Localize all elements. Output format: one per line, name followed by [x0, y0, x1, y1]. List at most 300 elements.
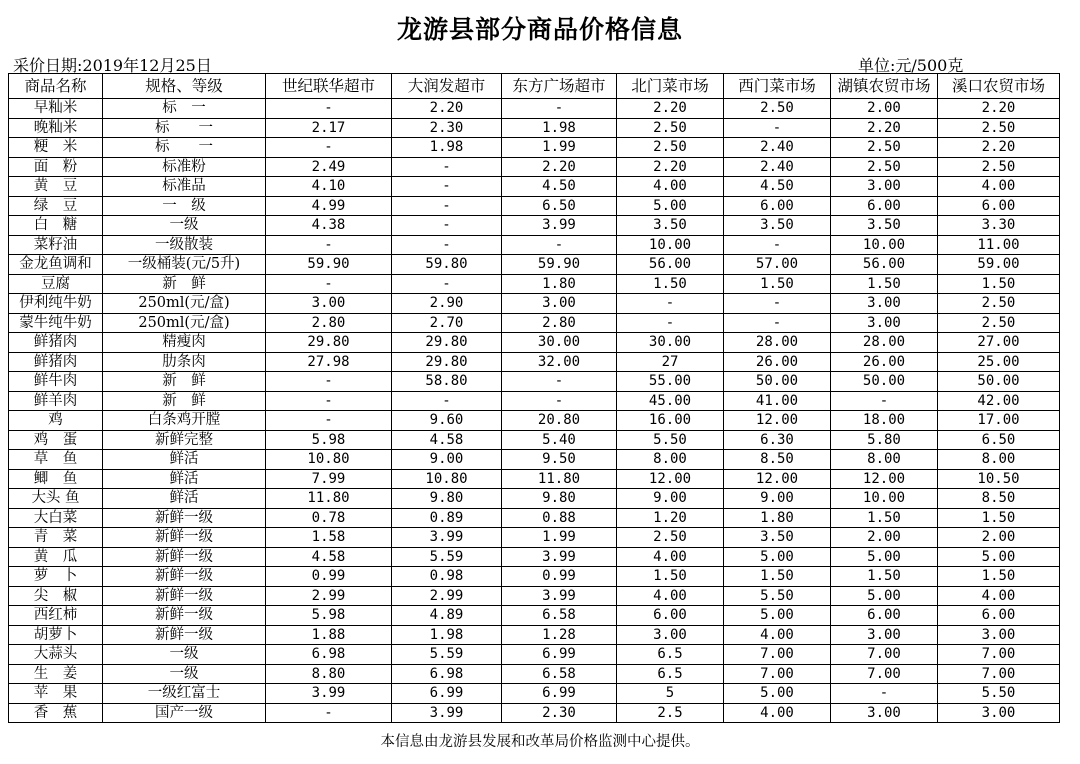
price-cell: 2.17 — [266, 118, 392, 138]
grade-cell: 新鲜一级 — [103, 567, 266, 587]
price-cell: 6.00 — [831, 196, 938, 216]
price-cell: 30.00 — [502, 333, 617, 353]
price-cell: 11.00 — [938, 235, 1060, 255]
table-row — [9, 411, 1060, 431]
price-cell: - — [266, 411, 392, 431]
price-cell: - — [266, 138, 392, 158]
grade-cell: 新 鲜 — [103, 391, 266, 411]
price-cell: 3.00 — [831, 294, 938, 314]
price-cell: 3.99 — [502, 586, 617, 606]
price-cell: 28.00 — [831, 333, 938, 353]
footer-note: 本信息由龙游县发展和改革局价格监测中心提供。 — [380, 734, 700, 750]
price-cell: 2.30 — [392, 118, 502, 138]
price-cell: 4.50 — [724, 177, 831, 197]
price-cell: 5.00 — [938, 547, 1060, 567]
price-cell: 59.90 — [266, 255, 392, 275]
table-row — [9, 118, 1060, 138]
price-cell: 6.58 — [502, 664, 617, 684]
product-name-cell: 生 姜 — [9, 664, 103, 684]
price-cell: 26.00 — [724, 352, 831, 372]
grade-cell: 新 鲜 — [103, 372, 266, 392]
price-cell: 12.00 — [831, 469, 938, 489]
product-name-cell: 胡萝卜 — [9, 625, 103, 645]
price-cell: 6.5 — [617, 645, 724, 665]
product-name-cell: 草 鱼 — [9, 450, 103, 470]
price-cell: 1.50 — [617, 567, 724, 587]
price-cell: - — [724, 313, 831, 333]
price-cell: 5.98 — [266, 606, 392, 626]
price-cell: 2.30 — [502, 703, 617, 723]
price-cell: 5.00 — [724, 684, 831, 704]
price-cell: 2.20 — [831, 118, 938, 138]
price-unit: 单位:元/500克 — [858, 56, 964, 75]
table-row — [9, 703, 1060, 723]
table-row — [9, 333, 1060, 353]
price-cell: - — [266, 235, 392, 255]
price-cell: 1.98 — [502, 118, 617, 138]
price-cell: 2.50 — [938, 294, 1060, 314]
table-row — [9, 508, 1060, 528]
price-cell: 18.00 — [831, 411, 938, 431]
price-cell: 2.70 — [392, 313, 502, 333]
price-cell: 1.50 — [724, 274, 831, 294]
price-cell: 20.80 — [502, 411, 617, 431]
price-cell: 1.50 — [938, 508, 1060, 528]
grade-cell: 250ml(元/盒) — [103, 294, 266, 314]
price-cell: - — [392, 196, 502, 216]
grade-cell: 一 级 — [103, 196, 266, 216]
product-name-cell: 蒙牛纯牛奶 — [9, 313, 103, 333]
price-cell: 5.00 — [724, 547, 831, 567]
price-cell: 3.00 — [831, 177, 938, 197]
price-cell: 42.00 — [938, 391, 1060, 411]
price-cell: 8.00 — [938, 450, 1060, 470]
price-cell: - — [392, 177, 502, 197]
price-cell: 3.00 — [938, 703, 1060, 723]
header-cell: 溪口农贸市场 — [938, 74, 1060, 99]
product-name-cell: 青 菜 — [9, 528, 103, 548]
price-cell: 6.5 — [617, 664, 724, 684]
price-cell: 3.99 — [502, 216, 617, 236]
price-cell: 1.50 — [831, 274, 938, 294]
grade-cell: 肋条肉 — [103, 352, 266, 372]
price-cell: 5.59 — [392, 547, 502, 567]
price-cell: 45.00 — [617, 391, 724, 411]
price-cell: 5.50 — [938, 684, 1060, 704]
price-cell: 2.20 — [502, 157, 617, 177]
price-cell: 4.00 — [938, 586, 1060, 606]
product-name-cell: 大头 鱼 — [9, 489, 103, 509]
product-name-cell: 绿 豆 — [9, 196, 103, 216]
table-row — [9, 177, 1060, 197]
product-name-cell: 鲜牛肉 — [9, 372, 103, 392]
price-cell: - — [392, 235, 502, 255]
price-cell: - — [266, 274, 392, 294]
product-name-cell: 尖 椒 — [9, 586, 103, 606]
table-row — [9, 684, 1060, 704]
grade-cell: 一级 — [103, 664, 266, 684]
price-cell: 5.00 — [831, 586, 938, 606]
price-cell: 1.99 — [502, 528, 617, 548]
price-cell: 2.00 — [938, 528, 1060, 548]
price-cell: 56.00 — [831, 255, 938, 275]
grade-cell: 一级 — [103, 645, 266, 665]
product-name-cell: 菜籽油 — [9, 235, 103, 255]
grade-cell: 标 一 — [103, 99, 266, 119]
price-cell: 0.89 — [392, 508, 502, 528]
price-cell: 1.80 — [724, 508, 831, 528]
price-cell: 12.00 — [724, 411, 831, 431]
product-name-cell: 鸡 蛋 — [9, 430, 103, 450]
price-cell: 5.00 — [724, 606, 831, 626]
product-name-cell: 白 糖 — [9, 216, 103, 236]
price-cell: 27.98 — [266, 352, 392, 372]
grade-cell: 标准品 — [103, 177, 266, 197]
table-row — [9, 645, 1060, 665]
price-cell: 56.00 — [617, 255, 724, 275]
price-cell: - — [502, 391, 617, 411]
grade-cell: 一级 — [103, 216, 266, 236]
product-name-cell: 鲜羊肉 — [9, 391, 103, 411]
price-cell: 1.28 — [502, 625, 617, 645]
price-cell: 7.99 — [266, 469, 392, 489]
price-cell: 5.00 — [617, 196, 724, 216]
price-cell: 5.80 — [831, 430, 938, 450]
price-cell: 3.99 — [266, 684, 392, 704]
price-cell: 6.58 — [502, 606, 617, 626]
price-cell: - — [502, 235, 617, 255]
header-cell: 商品名称 — [9, 74, 103, 99]
price-cell: 7.00 — [724, 645, 831, 665]
price-cell: 6.50 — [502, 196, 617, 216]
price-cell: 3.99 — [392, 528, 502, 548]
price-cell: 6.99 — [392, 684, 502, 704]
price-cell: 6.00 — [831, 606, 938, 626]
header-cell: 湖镇农贸市场 — [831, 74, 938, 99]
table-row — [9, 196, 1060, 216]
price-cell: 50.00 — [938, 372, 1060, 392]
price-cell: 59.80 — [392, 255, 502, 275]
table-row — [9, 274, 1060, 294]
price-cell: 5.50 — [617, 430, 724, 450]
price-cell: 1.50 — [617, 274, 724, 294]
price-cell: 3.50 — [617, 216, 724, 236]
price-cell: - — [266, 391, 392, 411]
price-cell: 6.00 — [724, 196, 831, 216]
price-cell: 3.00 — [831, 625, 938, 645]
price-cell: 58.80 — [392, 372, 502, 392]
price-cell: 16.00 — [617, 411, 724, 431]
price-cell: 10.80 — [392, 469, 502, 489]
grade-cell: 鲜活 — [103, 450, 266, 470]
price-cell: 2.50 — [617, 118, 724, 138]
header-cell: 东方广场超市 — [502, 74, 617, 99]
grade-cell: 新鲜一级 — [103, 547, 266, 567]
price-cell: 1.99 — [502, 138, 617, 158]
table-row — [9, 625, 1060, 645]
price-cell: 2.50 — [617, 138, 724, 158]
grade-cell: 一级散装 — [103, 235, 266, 255]
price-cell: 4.00 — [938, 177, 1060, 197]
price-cell: 10.00 — [617, 235, 724, 255]
product-name-cell: 西红柿 — [9, 606, 103, 626]
grade-cell: 标 一 — [103, 118, 266, 138]
page-title: 龙游县部分商品价格信息 — [396, 15, 683, 44]
product-name-cell: 晚籼米 — [9, 118, 103, 138]
price-cell: 2.50 — [831, 138, 938, 158]
price-cell: 30.00 — [617, 333, 724, 353]
price-cell: 3.00 — [831, 703, 938, 723]
table-row — [9, 450, 1060, 470]
price-cell: 2.50 — [938, 313, 1060, 333]
price-cell: - — [392, 391, 502, 411]
product-name-cell: 早籼米 — [9, 99, 103, 119]
price-cell: 1.50 — [724, 567, 831, 587]
table-row — [9, 391, 1060, 411]
table-row — [9, 469, 1060, 489]
price-cell: 10.80 — [266, 450, 392, 470]
price-cell: 4.58 — [392, 430, 502, 450]
price-cell: 27.00 — [938, 333, 1060, 353]
grade-cell: 鲜活 — [103, 469, 266, 489]
price-cell: 3.99 — [392, 703, 502, 723]
price-cell: 0.78 — [266, 508, 392, 528]
price-cell: - — [831, 391, 938, 411]
price-cell: 28.00 — [724, 333, 831, 353]
product-name-cell: 金龙鱼调和 — [9, 255, 103, 275]
table-row — [9, 235, 1060, 255]
price-cell: - — [502, 99, 617, 119]
product-name-cell: 鸡 — [9, 411, 103, 431]
price-cell: - — [266, 703, 392, 723]
price-cell: 25.00 — [938, 352, 1060, 372]
table-row — [9, 489, 1060, 509]
product-name-cell: 大蒜头 — [9, 645, 103, 665]
grade-cell: 新鲜完整 — [103, 430, 266, 450]
price-cell: 4.89 — [392, 606, 502, 626]
price-cell: 8.50 — [724, 450, 831, 470]
price-cell: 1.50 — [938, 274, 1060, 294]
price-cell: 5 — [617, 684, 724, 704]
header-cell: 北门菜市场 — [617, 74, 724, 99]
price-cell: 5.50 — [724, 586, 831, 606]
header-cell: 大润发超市 — [392, 74, 502, 99]
grade-cell: 新 鲜 — [103, 274, 266, 294]
survey-date: 采价日期:2019年12月25日 — [13, 56, 212, 75]
price-cell: 1.98 — [392, 138, 502, 158]
table-row — [9, 157, 1060, 177]
table-row — [9, 99, 1060, 119]
price-cell: 2.00 — [831, 99, 938, 119]
grade-cell: 标准粉 — [103, 157, 266, 177]
price-cell: 12.00 — [617, 469, 724, 489]
header-cell: 规格、等级 — [103, 74, 266, 99]
price-cell: 0.98 — [392, 567, 502, 587]
price-cell: 29.80 — [266, 333, 392, 353]
table-row — [9, 216, 1060, 236]
grade-cell: 一级桶装(元/5升) — [103, 255, 266, 275]
price-cell: 5.59 — [392, 645, 502, 665]
price-cell: 5.98 — [266, 430, 392, 450]
price-cell: 1.50 — [831, 567, 938, 587]
price-cell: 1.88 — [266, 625, 392, 645]
price-cell: 7.00 — [831, 645, 938, 665]
price-cell: 26.00 — [831, 352, 938, 372]
price-cell: 41.00 — [724, 391, 831, 411]
price-cell: 5.00 — [831, 547, 938, 567]
price-cell: 29.80 — [392, 352, 502, 372]
grade-cell: 一级红富士 — [103, 684, 266, 704]
price-cell: 6.00 — [938, 606, 1060, 626]
price-cell: - — [724, 235, 831, 255]
price-cell: 6.99 — [502, 645, 617, 665]
price-cell: 10.50 — [938, 469, 1060, 489]
product-name-cell: 面 粉 — [9, 157, 103, 177]
grade-cell: 标 一 — [103, 138, 266, 158]
price-cell: 6.99 — [502, 684, 617, 704]
price-cell: 6.00 — [938, 196, 1060, 216]
grade-cell: 新鲜一级 — [103, 606, 266, 626]
price-cell: 6.50 — [938, 430, 1060, 450]
price-cell: 2.50 — [938, 157, 1060, 177]
table-row — [9, 138, 1060, 158]
price-cell: 4.10 — [266, 177, 392, 197]
price-cell: 1.98 — [392, 625, 502, 645]
price-cell: - — [392, 157, 502, 177]
product-name-cell: 黄 豆 — [9, 177, 103, 197]
product-name-cell: 香 蕉 — [9, 703, 103, 723]
price-cell: 0.99 — [502, 567, 617, 587]
price-cell: - — [617, 313, 724, 333]
price-cell: 9.50 — [502, 450, 617, 470]
price-cell: - — [502, 372, 617, 392]
price-cell: - — [831, 684, 938, 704]
table-row — [9, 294, 1060, 314]
price-cell: 4.50 — [502, 177, 617, 197]
price-cell: 3.50 — [831, 216, 938, 236]
price-cell: 7.00 — [831, 664, 938, 684]
grade-cell: 国产一级 — [103, 703, 266, 723]
price-cell: 2.5 — [617, 703, 724, 723]
price-cell: 9.60 — [392, 411, 502, 431]
price-cell: 29.80 — [392, 333, 502, 353]
price-cell: 11.80 — [266, 489, 392, 509]
price-cell: 3.30 — [938, 216, 1060, 236]
price-cell: 0.99 — [266, 567, 392, 587]
price-cell: 9.00 — [724, 489, 831, 509]
price-cell: 2.90 — [392, 294, 502, 314]
grade-cell: 250ml(元/盒) — [103, 313, 266, 333]
price-cell: 2.00 — [831, 528, 938, 548]
price-cell: 2.50 — [831, 157, 938, 177]
price-cell: 3.99 — [502, 547, 617, 567]
price-cell: 1.20 — [617, 508, 724, 528]
table-row — [9, 567, 1060, 587]
price-cell: 57.00 — [724, 255, 831, 275]
grade-cell: 鲜活 — [103, 489, 266, 509]
price-cell: 7.00 — [938, 664, 1060, 684]
price-cell: 3.00 — [617, 625, 724, 645]
table-row — [9, 547, 1060, 567]
price-cell: 2.40 — [724, 157, 831, 177]
price-cell: 4.00 — [724, 703, 831, 723]
price-table — [8, 73, 1060, 723]
price-cell: 9.00 — [392, 450, 502, 470]
price-cell: 1.50 — [938, 567, 1060, 587]
product-name-cell: 鲜猪肉 — [9, 352, 103, 372]
header-cell: 西门菜市场 — [724, 74, 831, 99]
price-cell: 4.00 — [617, 586, 724, 606]
price-cell: 12.00 — [724, 469, 831, 489]
price-cell: 4.00 — [724, 625, 831, 645]
product-name-cell: 黄 瓜 — [9, 547, 103, 567]
table-row — [9, 313, 1060, 333]
table-row — [9, 606, 1060, 626]
table-row — [9, 430, 1060, 450]
price-cell: - — [392, 274, 502, 294]
price-cell: 8.00 — [617, 450, 724, 470]
price-cell: 2.20 — [617, 99, 724, 119]
price-cell: 2.99 — [266, 586, 392, 606]
header-cell: 世纪联华超市 — [266, 74, 392, 99]
price-cell: 2.80 — [502, 313, 617, 333]
price-cell: - — [617, 294, 724, 314]
table-row — [9, 255, 1060, 275]
price-cell: - — [724, 118, 831, 138]
price-cell: - — [724, 294, 831, 314]
price-cell: 59.90 — [502, 255, 617, 275]
price-cell: 2.20 — [938, 138, 1060, 158]
price-cell: 2.80 — [266, 313, 392, 333]
price-cell: 2.20 — [617, 157, 724, 177]
price-cell: - — [392, 216, 502, 236]
price-cell: 50.00 — [724, 372, 831, 392]
price-cell: 11.80 — [502, 469, 617, 489]
price-cell: 2.50 — [724, 99, 831, 119]
price-cell: 3.50 — [724, 528, 831, 548]
price-cell: 7.00 — [724, 664, 831, 684]
price-cell: 3.00 — [502, 294, 617, 314]
price-cell: 6.30 — [724, 430, 831, 450]
price-cell: 6.98 — [392, 664, 502, 684]
grade-cell: 白条鸡开膛 — [103, 411, 266, 431]
price-cell: 3.00 — [266, 294, 392, 314]
price-cell: 4.00 — [617, 547, 724, 567]
price-cell: 27 — [617, 352, 724, 372]
price-cell: 8.00 — [831, 450, 938, 470]
product-name-cell: 萝 卜 — [9, 567, 103, 587]
price-cell: 9.80 — [502, 489, 617, 509]
price-cell: 2.99 — [392, 586, 502, 606]
price-cell: 6.98 — [266, 645, 392, 665]
grade-cell: 新鲜一级 — [103, 625, 266, 645]
price-cell: 55.00 — [617, 372, 724, 392]
product-name-cell: 大白菜 — [9, 508, 103, 528]
price-cell: 0.88 — [502, 508, 617, 528]
product-name-cell: 鲫 鱼 — [9, 469, 103, 489]
product-name-cell: 豆腐 — [9, 274, 103, 294]
table-row — [9, 664, 1060, 684]
table-row — [9, 528, 1060, 548]
price-cell: - — [266, 372, 392, 392]
product-name-cell: 粳 米 — [9, 138, 103, 158]
price-cell: 17.00 — [938, 411, 1060, 431]
table-header-row — [9, 74, 1060, 99]
price-cell: 9.80 — [392, 489, 502, 509]
price-cell: 8.80 — [266, 664, 392, 684]
price-cell: 2.20 — [938, 99, 1060, 119]
grade-cell: 新鲜一级 — [103, 508, 266, 528]
